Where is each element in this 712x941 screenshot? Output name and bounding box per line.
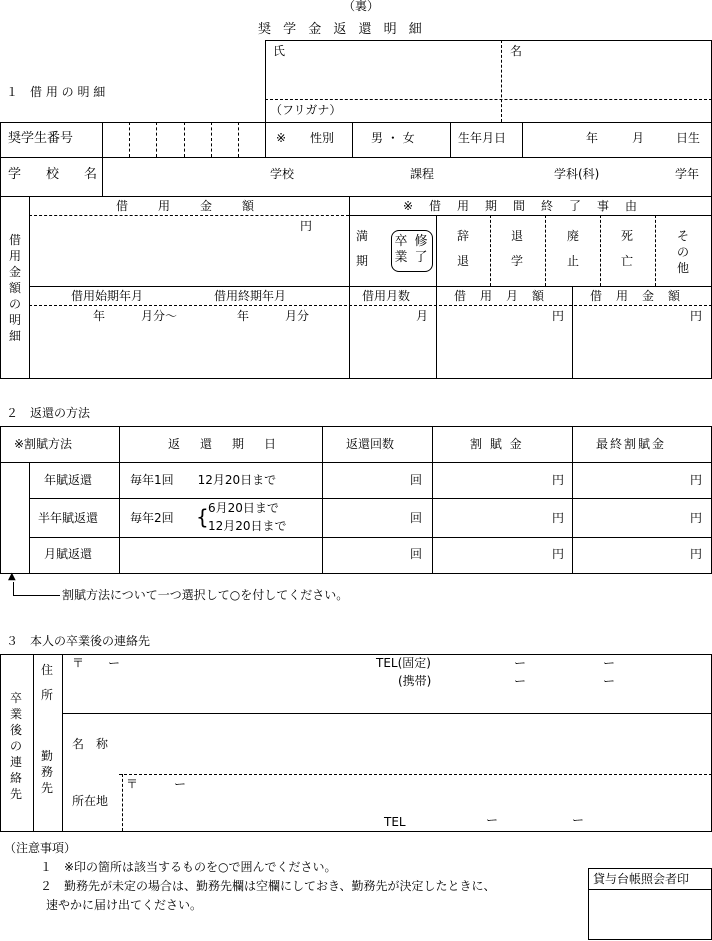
workplace-postal[interactable]: 〒 ー — [126, 777, 187, 791]
arrow-up-icon: ▲ — [8, 571, 16, 582]
workplace-tel-label: TEL — [384, 815, 406, 829]
name-field[interactable] — [266, 60, 712, 98]
monthly-yen-unit: 円 — [552, 309, 565, 323]
borrowed-amount-header: 借 用 金 額 — [116, 199, 257, 213]
name-surname-label: 氏 — [273, 44, 286, 58]
total-amount-field[interactable] — [573, 306, 712, 378]
count-unit-1: 回 — [410, 473, 423, 487]
course-unit: 課程 — [410, 167, 435, 181]
amount-yen-3: 円 — [552, 547, 565, 561]
ledger-stamp-label: 貸与台帳照会者印 — [593, 872, 690, 886]
school-unit: 学校 — [270, 167, 295, 181]
gender-label: 性別 — [310, 131, 335, 145]
tel-mobile-dash-2: ー — [603, 674, 616, 688]
ledger-stamp-box — [588, 868, 712, 940]
reason-death[interactable]: 死亡 — [620, 229, 633, 268]
period-field[interactable]: 年 月分～ 年 月分 — [93, 309, 310, 323]
furigana-label: （フリガナ） — [270, 103, 342, 117]
name-given-label: 名 — [510, 44, 523, 58]
reason-other[interactable]: その他 — [676, 229, 689, 275]
amount-yen-1: 円 — [552, 473, 565, 487]
workplace-label: 勤務先 — [40, 749, 53, 795]
end-period-label: 借用終期年月 — [214, 289, 287, 303]
reason-completion[interactable]: 修了 — [414, 234, 428, 265]
months-field[interactable] — [350, 306, 436, 378]
note-1: １ ※印の箇所は該当するものを○で囲んでください。 — [40, 860, 337, 874]
col-amount-header: 割 賦 金 — [470, 437, 524, 451]
reason-expiration[interactable]: 満期 — [355, 229, 368, 268]
method-selection-note: 割賦方法について一つ選択して○を付してください。 — [62, 588, 349, 602]
total-amount-label: 借 用 金 額 — [590, 289, 682, 303]
method-monthly-label: 月賦返還 — [44, 547, 93, 561]
school-name-field[interactable] — [103, 158, 712, 196]
reason-resignation[interactable]: 辞退 — [456, 229, 469, 268]
final-yen-2: 円 — [690, 511, 703, 525]
grade-unit: 学年 — [675, 167, 700, 181]
birth-month-unit: 月 — [632, 131, 645, 145]
workplace-name-label: 名 称 — [72, 737, 109, 751]
school-name-label: 学 校 名 — [8, 167, 104, 182]
monthly-amount-label: 借 用 月 額 — [454, 289, 546, 303]
birthdate-label: 生年月日 — [458, 131, 507, 145]
final-yen-3: 円 — [690, 547, 703, 561]
note-2-continued: 速やかに届け出てください。 — [46, 898, 203, 912]
workplace-location-label: 所在地 — [72, 794, 109, 808]
col-final-header: 最終割賦金 — [596, 437, 667, 451]
workplace-name-field[interactable] — [123, 714, 711, 773]
tel-fixed-dash-1: ー — [514, 656, 527, 670]
borrowed-amount-field[interactable] — [30, 216, 348, 285]
count-unit-3: 回 — [410, 547, 423, 561]
reason-graduation[interactable]: 卒業 — [394, 234, 408, 265]
section-1-heading: １ 借 用 の 明 細 — [6, 85, 106, 99]
monthly-amount-field[interactable] — [437, 306, 572, 378]
notes-heading: （注意事項） — [4, 841, 77, 855]
brace-glyph: { — [196, 505, 209, 529]
start-period-label: 借用始期年月 — [71, 289, 144, 303]
tel-mobile-label: (携帯) — [398, 674, 432, 688]
col-method-header: ※割賦方法 — [14, 437, 73, 451]
final-yen-1: 円 — [690, 473, 703, 487]
total-yen-unit: 円 — [690, 309, 703, 323]
months-unit: 月 — [416, 309, 429, 323]
tel-fixed-label: TEL(固定) — [376, 656, 431, 670]
amount-details-side-label: 借用金額の明細 — [8, 233, 21, 343]
section-3-heading: ３ 本人の卒業後の連絡先 — [6, 634, 151, 648]
birth-day-unit: 日生 — [676, 131, 701, 145]
section-2-heading: ２ 返還の方法 — [6, 406, 91, 420]
tel-mobile-dash-1: ー — [514, 674, 527, 688]
months-label: 借用月数 — [362, 289, 411, 303]
date-semiannual-1: 6月20日まで — [208, 501, 279, 515]
end-reason-header: ※ 借 用 期 間 終 了 事 由 — [403, 199, 640, 213]
student-number-label: 奨学生番号 — [8, 131, 74, 146]
address-label: 住所 — [40, 663, 53, 702]
gender-options[interactable]: 男 ・ 女 — [371, 131, 415, 145]
reason-withdrawal[interactable]: 退学 — [510, 229, 523, 268]
page-title: 奨 学 金 返 還 明 細 — [258, 22, 426, 37]
method-annual-label: 年賦返還 — [44, 473, 93, 487]
reason-abolition[interactable]: 廃止 — [566, 229, 579, 268]
amount-yen-unit: 円 — [300, 219, 313, 233]
note-2: ２ 勤務先が未定の場合は、勤務先欄は空欄にしておき、勤務先が決定したときに、 — [40, 879, 496, 893]
mark-note: ※ — [276, 131, 287, 145]
department-unit: 学科(科) — [554, 167, 600, 181]
stamp-field[interactable] — [589, 890, 711, 939]
back-side-label: （裏） — [343, 0, 380, 13]
col-count-header: 返還回数 — [346, 437, 395, 451]
address-postal[interactable]: 〒 ー — [72, 656, 121, 670]
address-field[interactable] — [63, 690, 711, 712]
tel-fixed-dash-2: ー — [603, 656, 616, 670]
date-semiannual-freq: 毎年2回 — [130, 511, 174, 525]
birth-year-unit: 年 — [586, 131, 599, 145]
amount-yen-2: 円 — [552, 511, 565, 525]
workplace-tel-dash-2: ー — [572, 813, 585, 827]
contact-side-label: 卒業後の連絡先 — [9, 691, 22, 801]
col-date-header: 返 還 期 日 — [168, 437, 281, 451]
method-semiannual-label: 半年賦返還 — [38, 511, 99, 525]
date-semiannual-2: 12月20日まで — [208, 519, 287, 533]
count-unit-2: 回 — [410, 511, 423, 525]
student-number-field[interactable] — [103, 123, 265, 157]
date-annual: 毎年1回 12月20日まで — [130, 473, 277, 487]
workplace-tel-dash-1: ー — [486, 813, 499, 827]
